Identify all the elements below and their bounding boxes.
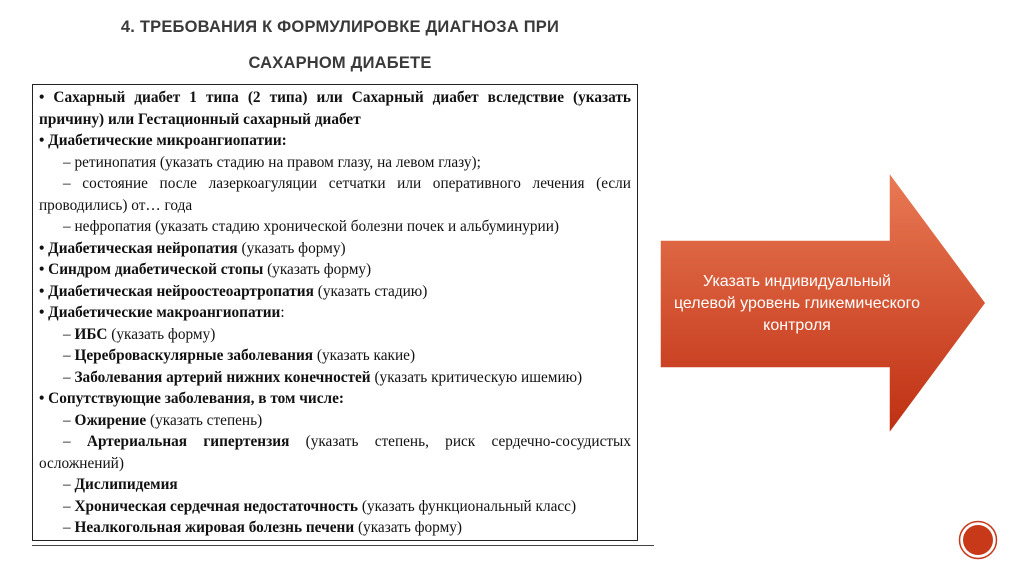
list-item: – Дислипидемия	[63, 476, 178, 493]
list-item: осложнений)	[39, 454, 124, 472]
bottom-divider	[32, 545, 654, 546]
list-item: • Сопутствующие заболевания, в том числе:	[39, 390, 344, 407]
list-item: • Сахарный диабет 1 типа (2 типа) или Сахарный диабет вследствие (указать	[39, 89, 631, 106]
list-item: • Диабетические микроангиопатии:	[39, 132, 287, 149]
circle-nav-icon[interactable]	[958, 520, 998, 560]
list-item: – Неалкогольная жировая болезнь печени (указать форму)	[63, 519, 463, 536]
list-item: – Заболевания артерий нижних конечностей (указать критическую ишемию)	[63, 368, 583, 386]
list-item: – состояние после лазеркоагуляции сетчатки или оперативного лечения (если	[63, 175, 631, 192]
title-line-2: САХАРНОМ ДИАБЕТЕ	[248, 54, 432, 72]
list-item: – Цереброваскулярные заболевания (указать какие)	[63, 347, 416, 364]
diagnosis-requirements-box	[32, 84, 638, 541]
arrow-label: Указать индивидуальный целевой уровень гликемического контроля	[673, 273, 921, 334]
list-item: • Диабетическая нейропатия (указать форму)	[39, 239, 346, 257]
list-item: – нефропатия (указать стадию хронической болезни почек и альбуминурии)	[63, 218, 560, 235]
list-item: • Синдром диабетической стопы (указать форму)	[39, 261, 372, 278]
list-item: – ИБС (указать форму)	[63, 325, 216, 343]
list-item: – ретинопатия (указать стадию на правом глазу, на левом глазу);	[63, 153, 481, 171]
page-title	[60, 14, 620, 76]
title-line-1: 4. ТРЕБОВАНИЯ К ФОРМУЛИРОВКЕ ДИАГНОЗА ПРИ	[120, 18, 560, 36]
list-item: – Артериальная гипертензия (указать степень, риск сердечно-сосудистых	[63, 433, 631, 450]
list-item: проводились) от… года	[39, 196, 193, 214]
list-item: – Хроническая сердечная недостаточность (указать функциональный класс)	[63, 497, 577, 515]
list-item: • Диабетические макроангиопатии:	[39, 304, 285, 321]
list-item: • Диабетическая нейроостеоартропатия (указать стадию)	[39, 282, 428, 300]
list-item: – Ожирение (указать степень)	[63, 411, 263, 429]
list-item: причину) или Гестационный сахарный диабет	[39, 110, 361, 128]
